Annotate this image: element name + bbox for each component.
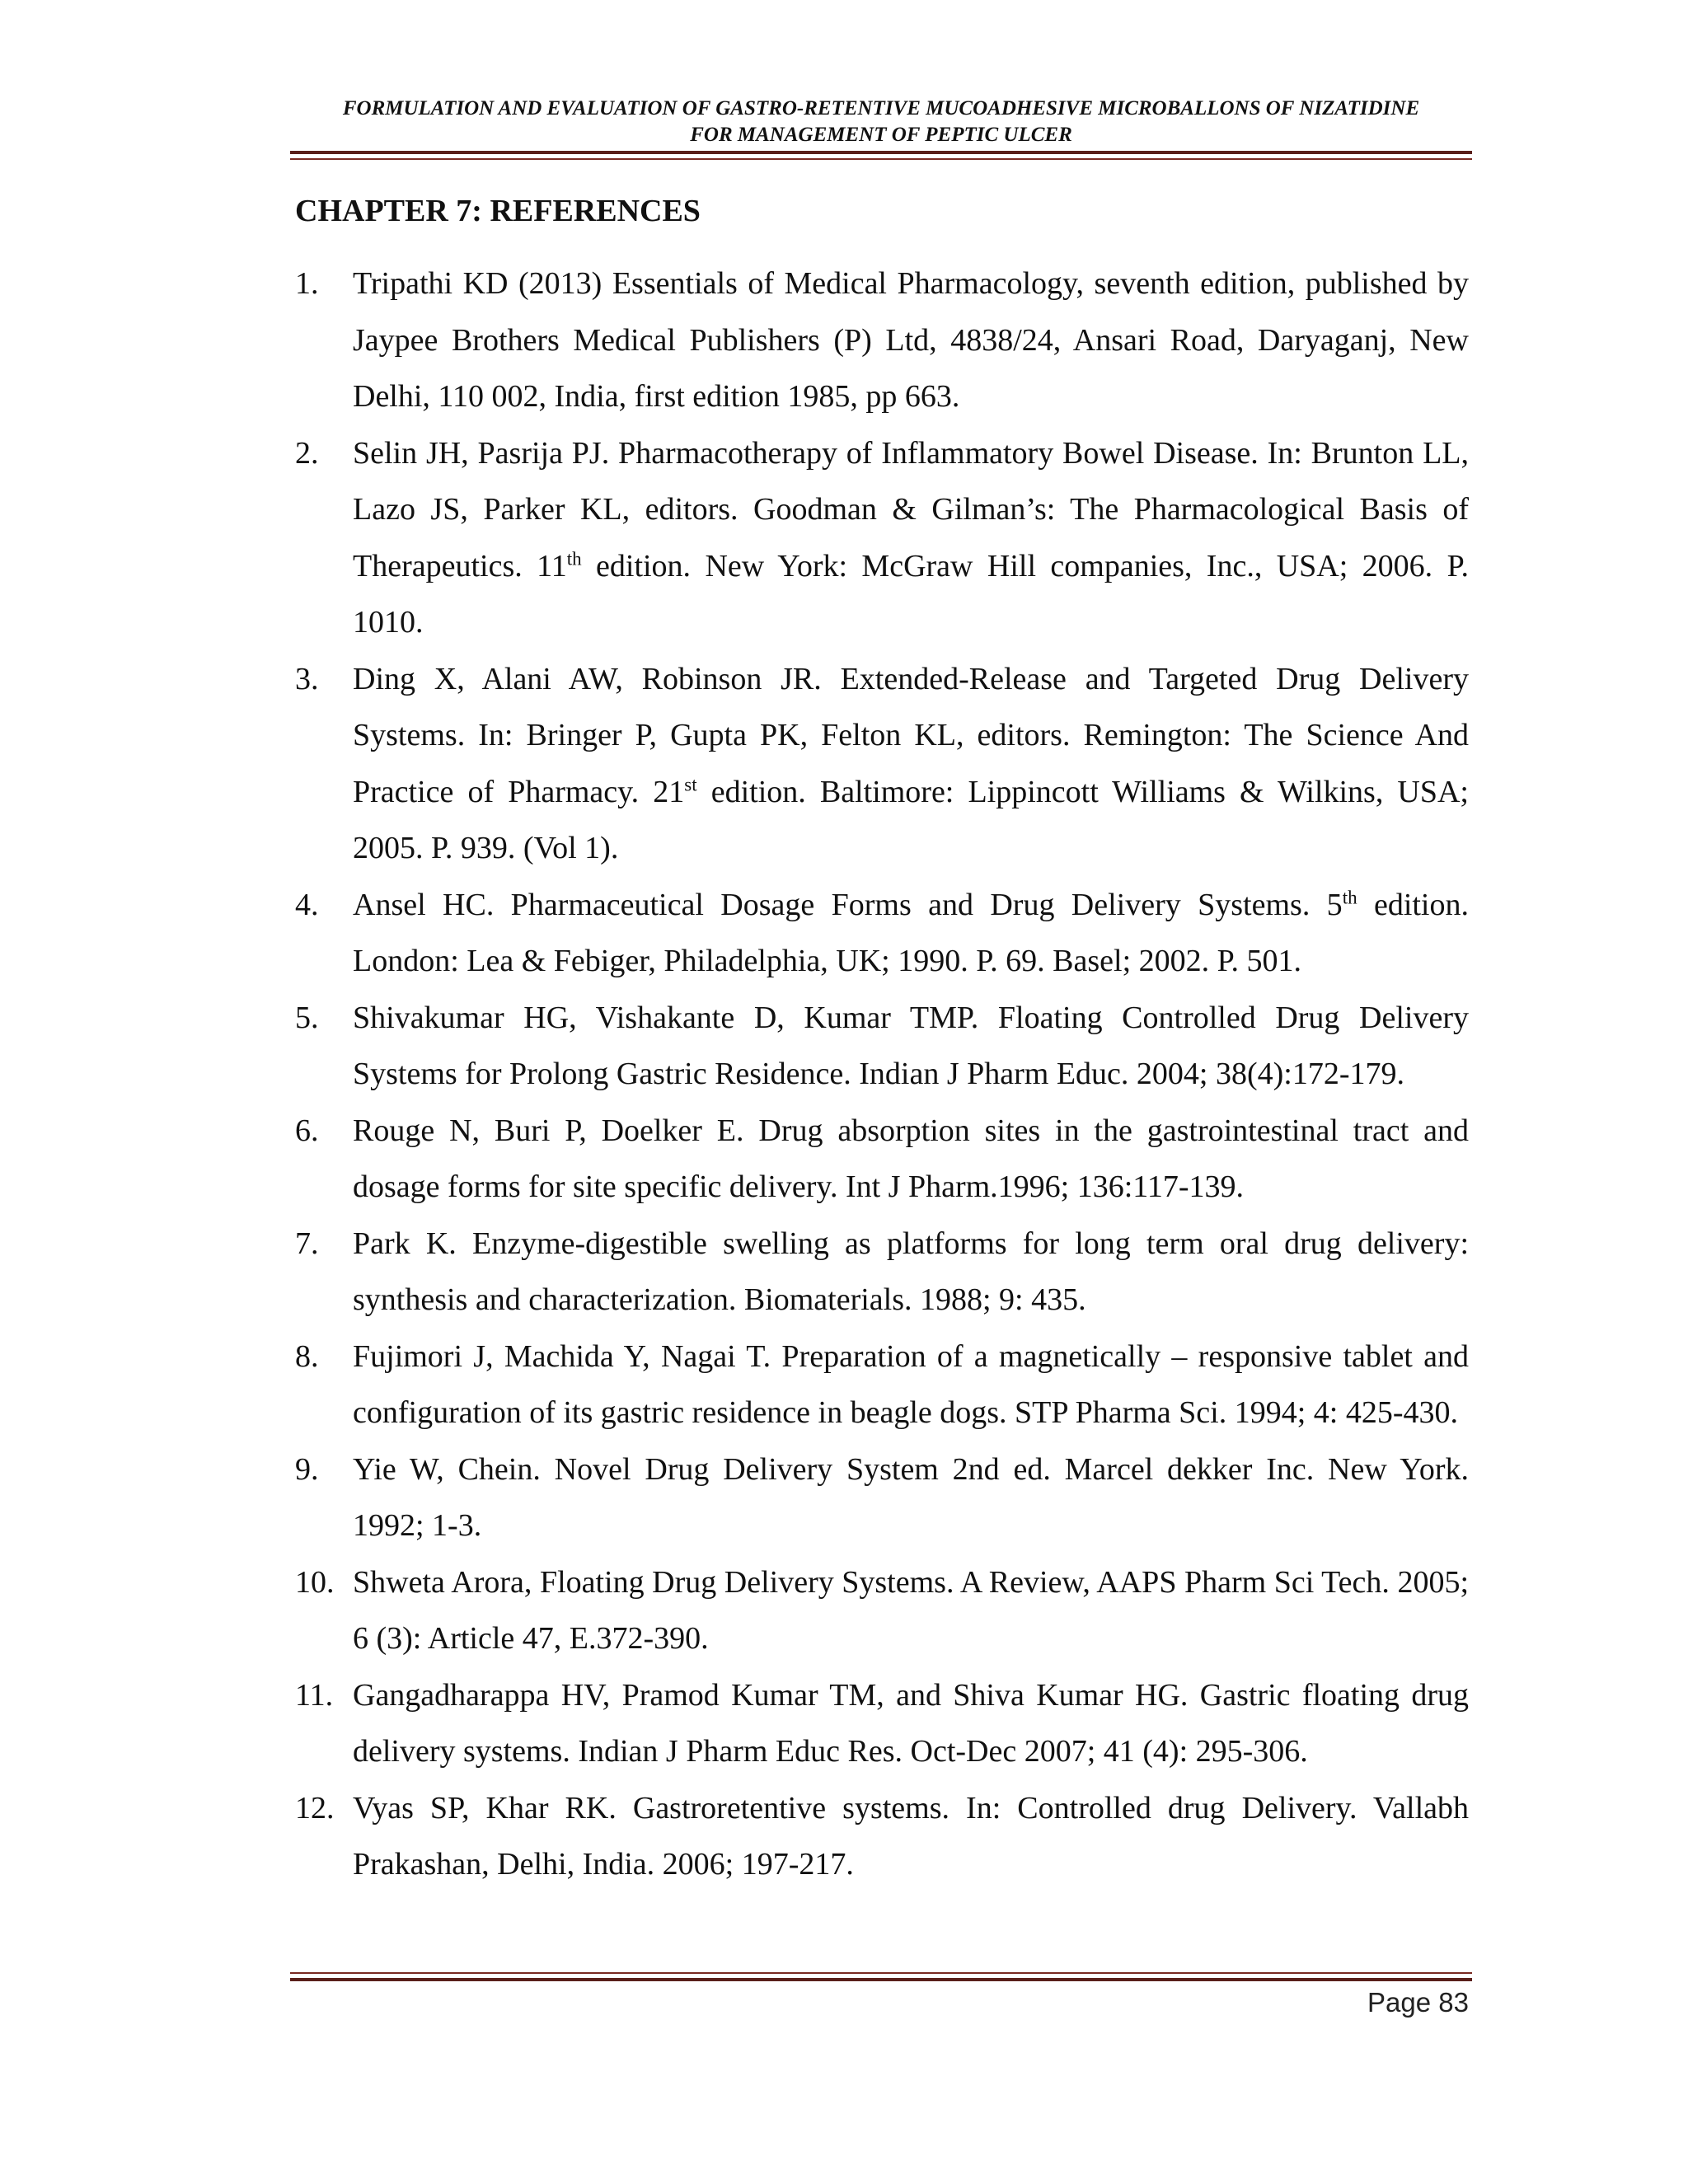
reference-text: Tripathi KD (2013) Essentials of Medical Pharmacology, seventh edition, published by Jaypee Brothers Medical Publishers (P) Ltd, 4838/24, Ansari Road, Daryaganj, New Delhi, 110 002, India, first edition 1985, pp 663. (353, 266, 1469, 414)
reference-text: Vyas SP, Khar RK. Gastroretentive systems. In: Controlled drug Delivery. Vallabh Prakashan, Delhi, India. 2006; 197-217. (353, 1790, 1469, 1882)
reference-item (295, 1554, 1469, 1667)
reference-item (295, 1329, 1469, 1441)
reference-item (295, 877, 1469, 990)
reference-item (295, 1441, 1469, 1554)
reference-number: 6. (295, 1113, 319, 1148)
reference-text: Ding X, Alani AW, Robinson JR. Extended-Release and Targeted Drug Delivery Systems. In: Bringer P, Gupta PK, Felton KL, editors. Remington: The Science And Practice of Pharmacy. 21st edition. Baltimore: Lippincott Williams & Wilkins, USA; 2005. P. 939. (Vol 1). (353, 661, 1469, 865)
superscript: st (684, 773, 697, 794)
reference-number: 5. (295, 1000, 319, 1035)
header-divider-thick (290, 151, 1472, 154)
reference-number: 4. (295, 887, 319, 922)
reference-number: 1. (295, 266, 319, 301)
footer-divider-thin (290, 1972, 1472, 1974)
reference-item (295, 1667, 1469, 1780)
reference-item (295, 255, 1469, 425)
reference-number: 10. (295, 1564, 335, 1600)
reference-item (295, 1103, 1469, 1216)
reference-text: Shweta Arora, Floating Drug Delivery Systems. A Review, AAPS Pharm Sci Tech. 2005; 6 (3): Article 47, E.372-390. (353, 1564, 1469, 1656)
reference-item (295, 990, 1469, 1103)
reference-item (295, 651, 1469, 877)
running-header (290, 96, 1472, 148)
reference-text: Rouge N, Buri P, Doelker E. Drug absorption sites in the gastrointestinal tract and dosage forms for site specific delivery. Int J Pharm.1996; 136:117-139. (353, 1113, 1469, 1204)
header-divider-thin (290, 158, 1472, 160)
reference-text: Selin JH, Pasrija PJ. Pharmacotherapy of Inflammatory Bowel Disease. In: Brunton LL, Lazo JS, Parker KL, editors. Goodman & Gilman’s: The Pharmacological Basis of Therapeutics. 11th edition. New York: McGraw Hill companies, Inc., USA; 2006. P. 1010. (353, 435, 1469, 640)
reference-number: 11. (295, 1677, 334, 1713)
superscript: th (566, 547, 582, 569)
chapter-title: CHAPTER 7: REFERENCES (295, 194, 701, 228)
reference-text: Park K. Enzyme-digestible swelling as platforms for long term oral drug delivery: synthesis and characterization. Biomaterials. 1988; 9: 435. (353, 1226, 1469, 1317)
reference-number: 2. (295, 435, 319, 471)
reference-number: 12. (295, 1790, 335, 1825)
reference-number: 9. (295, 1451, 319, 1487)
reference-text: Ansel HC. Pharmaceutical Dosage Forms and Drug Delivery Systems. 5th edition. London: Lea & Febiger, Philadelphia, UK; 1990. P. 69. Basel; 2002. P. 501. (353, 886, 1469, 978)
superscript: th (1342, 886, 1357, 907)
reference-number: 8. (295, 1338, 319, 1374)
reference-text: Fujimori J, Machida Y, Nagai T. Preparation of a magnetically – responsive tablet and configuration of its gastric residence in beagle dogs. STP Pharma Sci. 1994; 4: 425-430. (353, 1338, 1469, 1430)
reference-number: 3. (295, 661, 319, 696)
reference-text: Gangadharappa HV, Pramod Kumar TM, and Shiva Kumar HG. Gastric floating drug delivery systems. Indian J Pharm Educ Res. Oct-Dec 2007; 41 (4): 295-306. (353, 1677, 1469, 1769)
footer-divider-thick (290, 1978, 1472, 1981)
reference-list (295, 255, 1469, 1893)
reference-text: Shivakumar HG, Vishakante D, Kumar TMP. Floating Controlled Drug Delivery Systems for Prolong Gastric Residence. Indian J Pharm Educ. 2004; 38(4):172-179. (353, 1000, 1469, 1091)
reference-item (295, 1780, 1469, 1893)
running-header-line-2: FOR MANAGEMENT OF PEPTIC ULCER (690, 124, 1072, 146)
running-header-line-1: FORMULATION AND EVALUATION OF GASTRO-RETENTIVE MUCOADHESIVE MICROBALLONS OF NIZATIDINE (342, 97, 1420, 120)
reference-item (295, 425, 1469, 651)
reference-text: Yie W, Chein. Novel Drug Delivery System 2nd ed. Marcel dekker Inc. New York. 1992; 1-3. (353, 1451, 1469, 1543)
page-number: Page 83 (1367, 1987, 1469, 2018)
reference-item (295, 1216, 1469, 1329)
reference-number: 7. (295, 1226, 319, 1261)
